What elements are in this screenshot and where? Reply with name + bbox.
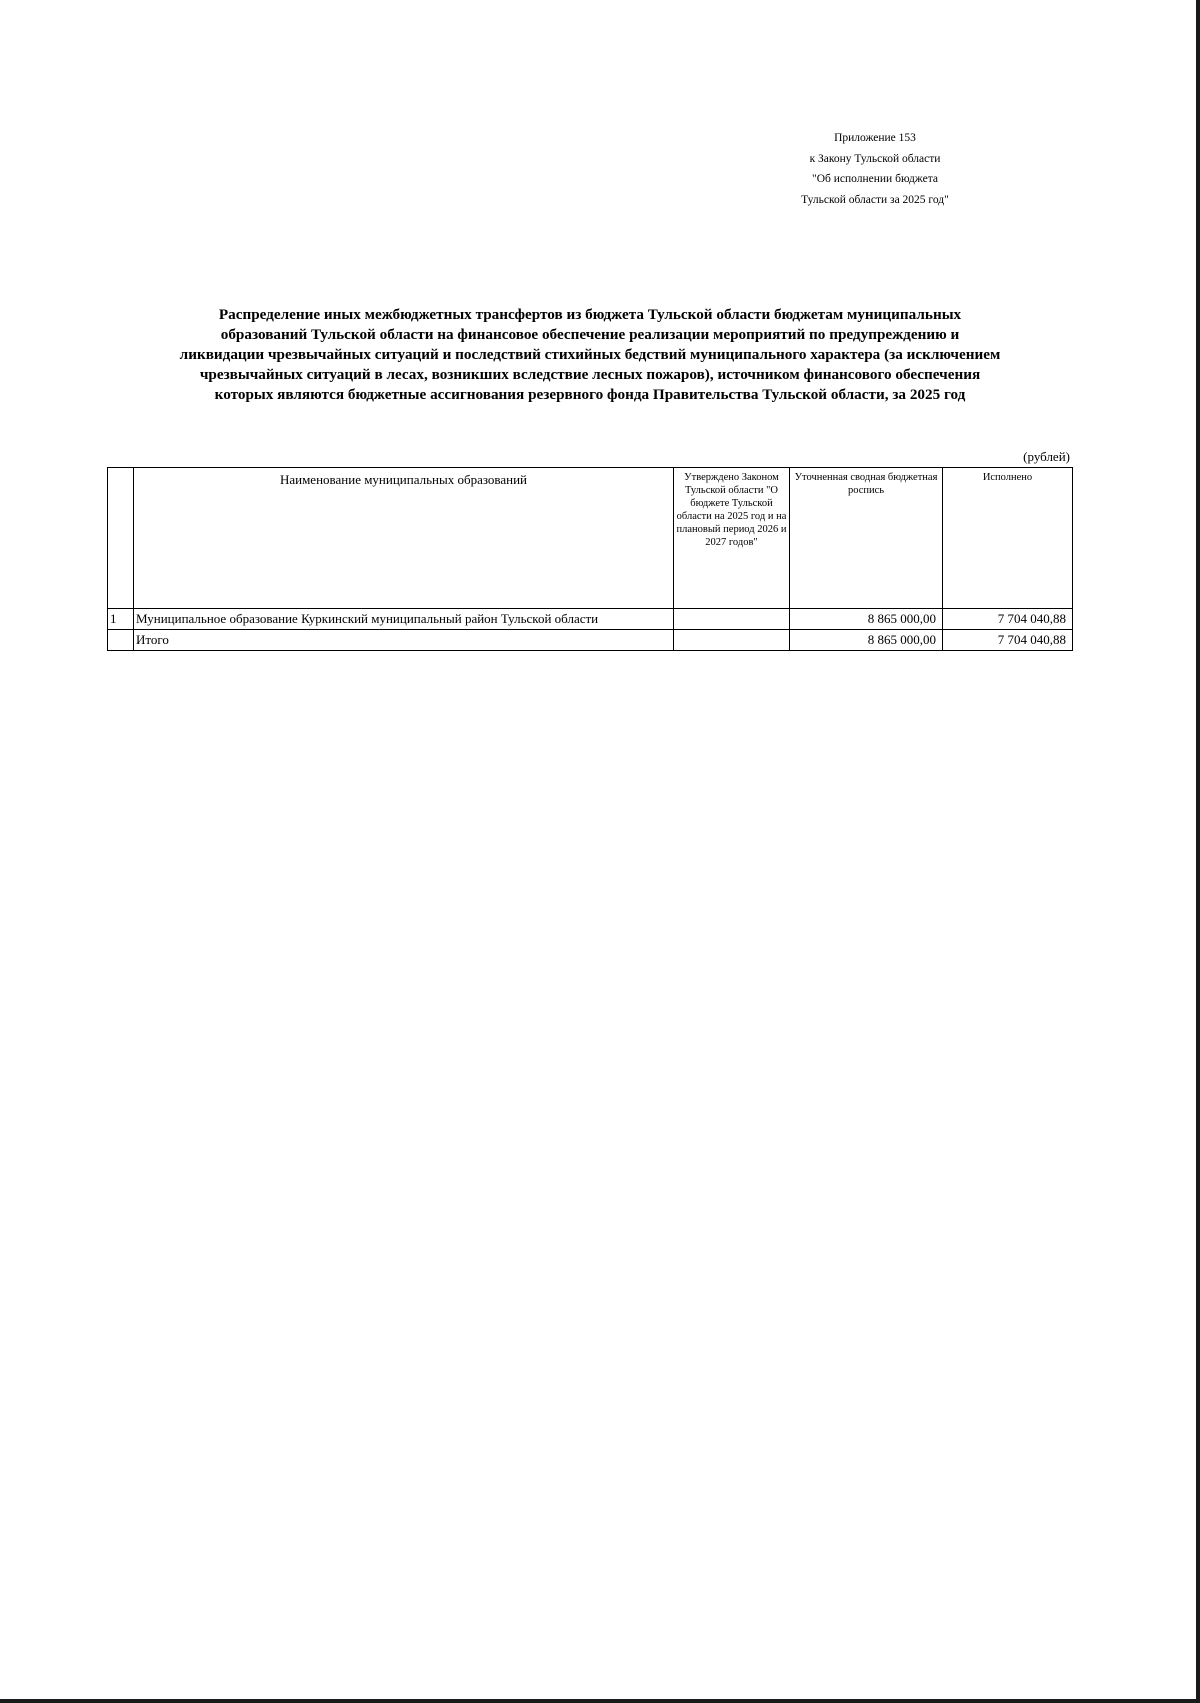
header-num [108,468,134,609]
cell-approved [674,609,790,630]
appendix-header [770,128,980,210]
cell-name: Муниципальное образование Куркинский муниципальный район Тульской области [134,609,674,630]
title-line: ликвидации чрезвычайных ситуаций и последствий стихийных бедствий муниципального характера (за исключением [179,346,1001,363]
total-num [108,630,134,651]
title-line: Распределение иных межбюджетных трансфертов из бюджета Тульской области бюджетам муниципальных [218,306,962,323]
title-line: образований Тульской области на финансовое обеспечение реализации мероприятий по предупреждению и [220,326,960,343]
document-title [100,305,1080,405]
scan-edge-right [1196,0,1200,1703]
header-approved: Утверждено Законом Тульской области "О бюджете Тульской области на 2025 год и на плановый период 2026 и 2027 годов" [674,468,790,609]
table-header-row [108,468,1073,609]
total-refined: 8 865 000,00 [790,630,943,651]
header-name: Наименование муниципальных образований [134,468,674,609]
appendix-line: к Закону Тульской области [809,152,941,165]
scan-edge-bottom [0,1699,1200,1703]
units-label: (рублей) [1023,449,1070,464]
cell-executed: 7 704 040,88 [943,609,1073,630]
table-total-row [108,630,1073,651]
cell-num: 1 [108,609,134,630]
total-approved [674,630,790,651]
appendix-line: Приложение 153 [834,132,916,144]
header-refined: Уточненная сводная бюджетная роспись [790,468,943,609]
table-row [108,609,1073,630]
title-line: которых являются бюджетные ассигнования резервного фонда Правительства Тульской области, за 2025 год [214,386,966,403]
appendix-line: Тульской области за 2025 год" [801,193,949,206]
total-name: Итого [134,630,674,651]
header-executed: Исполнено [943,468,1073,609]
transfers-table [107,467,1073,651]
appendix-line: "Об исполнении бюджета [812,173,938,185]
title-line: чрезвычайных ситуаций в лесах, возникших вследствие лесных пожаров), источником финансового обеспечения [199,366,981,383]
cell-refined: 8 865 000,00 [790,609,943,630]
total-executed: 7 704 040,88 [943,630,1073,651]
